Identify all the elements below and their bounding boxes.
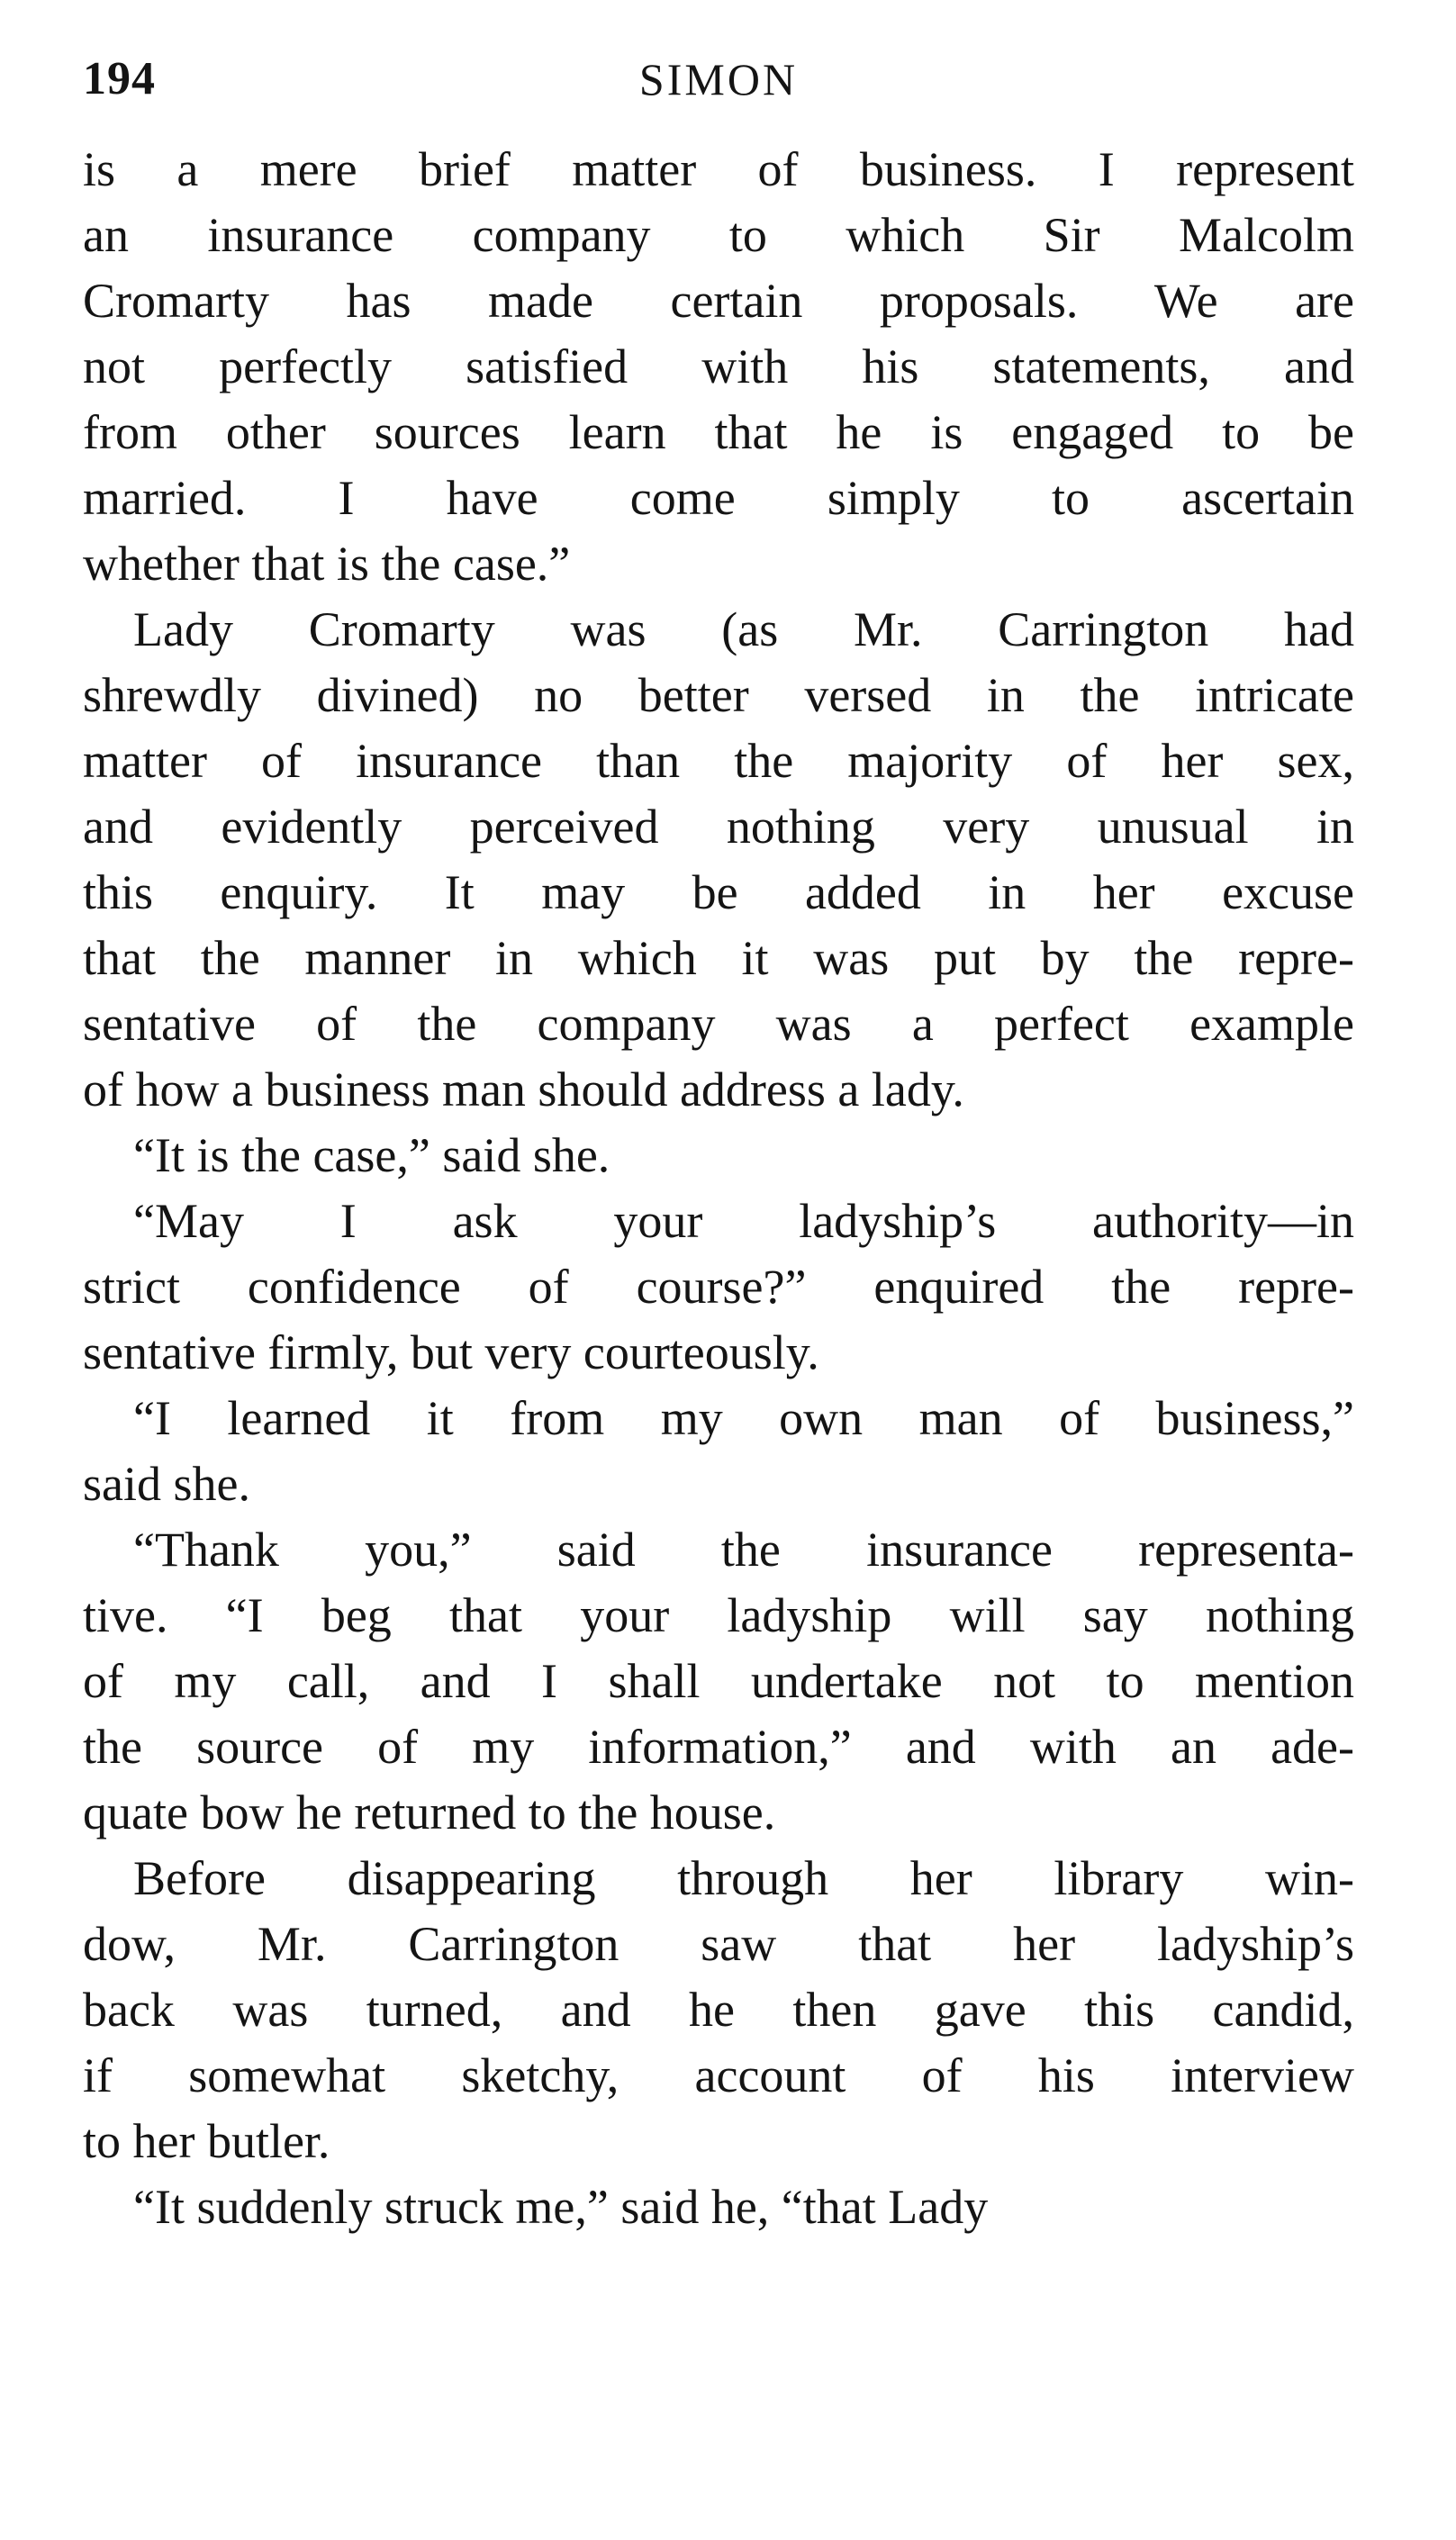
text-line: quate bow he returned to the house. xyxy=(83,1785,776,1839)
text-line: whether that is the case.” xyxy=(83,537,571,591)
text-line: from other sources learn that he is engaged to be xyxy=(83,405,1354,459)
text-line: Lady Cromarty was (as Mr. Carrington had xyxy=(133,602,1354,656)
text-line: sentative firmly, but very courteously. xyxy=(83,1325,819,1379)
text-line: shrewdly divined) no better versed in the intricate xyxy=(83,668,1354,722)
text-line: the source of my information,” and with an ade- xyxy=(83,1720,1354,1774)
text-line: Before disappearing through her library win- xyxy=(133,1851,1354,1905)
text-line: of my call, and I shall undertake not to mention xyxy=(83,1654,1354,1708)
paragraph-2 xyxy=(83,597,1354,1123)
running-title: SIMON xyxy=(638,54,799,104)
paragraph-3 xyxy=(83,1123,1354,1189)
text-line: matter of insurance than the majority of her sex, xyxy=(83,734,1354,788)
body-text xyxy=(83,137,1354,2240)
text-line: this enquiry. It may be added in her excuse xyxy=(83,865,1354,919)
text-line: of how a business man should address a lady. xyxy=(83,1062,964,1116)
text-line: is a mere brief matter of business. I represent xyxy=(83,142,1354,196)
text-line: Cromarty has made certain proposals. We are xyxy=(83,274,1354,328)
text-line: “It is the case,” said she. xyxy=(133,1128,610,1182)
page-number: 194 xyxy=(83,53,156,104)
paragraph-4 xyxy=(83,1189,1354,1386)
text-line: to her butler. xyxy=(83,2114,330,2168)
paragraph-7 xyxy=(83,1846,1354,2174)
text-line: “I learned it from my own man of business,” xyxy=(133,1391,1354,1445)
text-line: back was turned, and he then gave this candid, xyxy=(83,1983,1354,2037)
text-line: strict confidence of course?” enquired the repre- xyxy=(83,1260,1354,1314)
text-line: dow, Mr. Carrington saw that her ladyship’s xyxy=(83,1917,1354,1971)
running-head xyxy=(83,43,1354,115)
text-line: tive. “I beg that your ladyship will say nothing xyxy=(83,1588,1354,1642)
text-line: and evidently perceived nothing very unusual in xyxy=(83,800,1354,854)
text-line: “It suddenly struck me,” said he, “that Lady xyxy=(133,2180,989,2234)
paragraph-6 xyxy=(83,1517,1354,1846)
text-line: “May I ask your ladyship’s authority—in xyxy=(133,1194,1354,1248)
text-line: married. I have come simply to ascertain xyxy=(83,471,1354,525)
text-line: an insurance company to which Sir Malcolm xyxy=(83,208,1354,262)
text-line: sentative of the company was a perfect example xyxy=(83,997,1354,1051)
paragraph-1 xyxy=(83,137,1354,597)
text-line: that the manner in which it was put by the repre- xyxy=(83,931,1354,985)
text-line: said she. xyxy=(83,1457,250,1511)
paragraph-8 xyxy=(83,2174,1354,2240)
text-line: if somewhat sketchy, account of his interview xyxy=(83,2048,1354,2102)
text-line: “Thank you,” said the insurance representa- xyxy=(133,1523,1354,1577)
text-line: not perfectly satisfied with his statements, and xyxy=(83,339,1354,393)
paragraph-5 xyxy=(83,1386,1354,1517)
